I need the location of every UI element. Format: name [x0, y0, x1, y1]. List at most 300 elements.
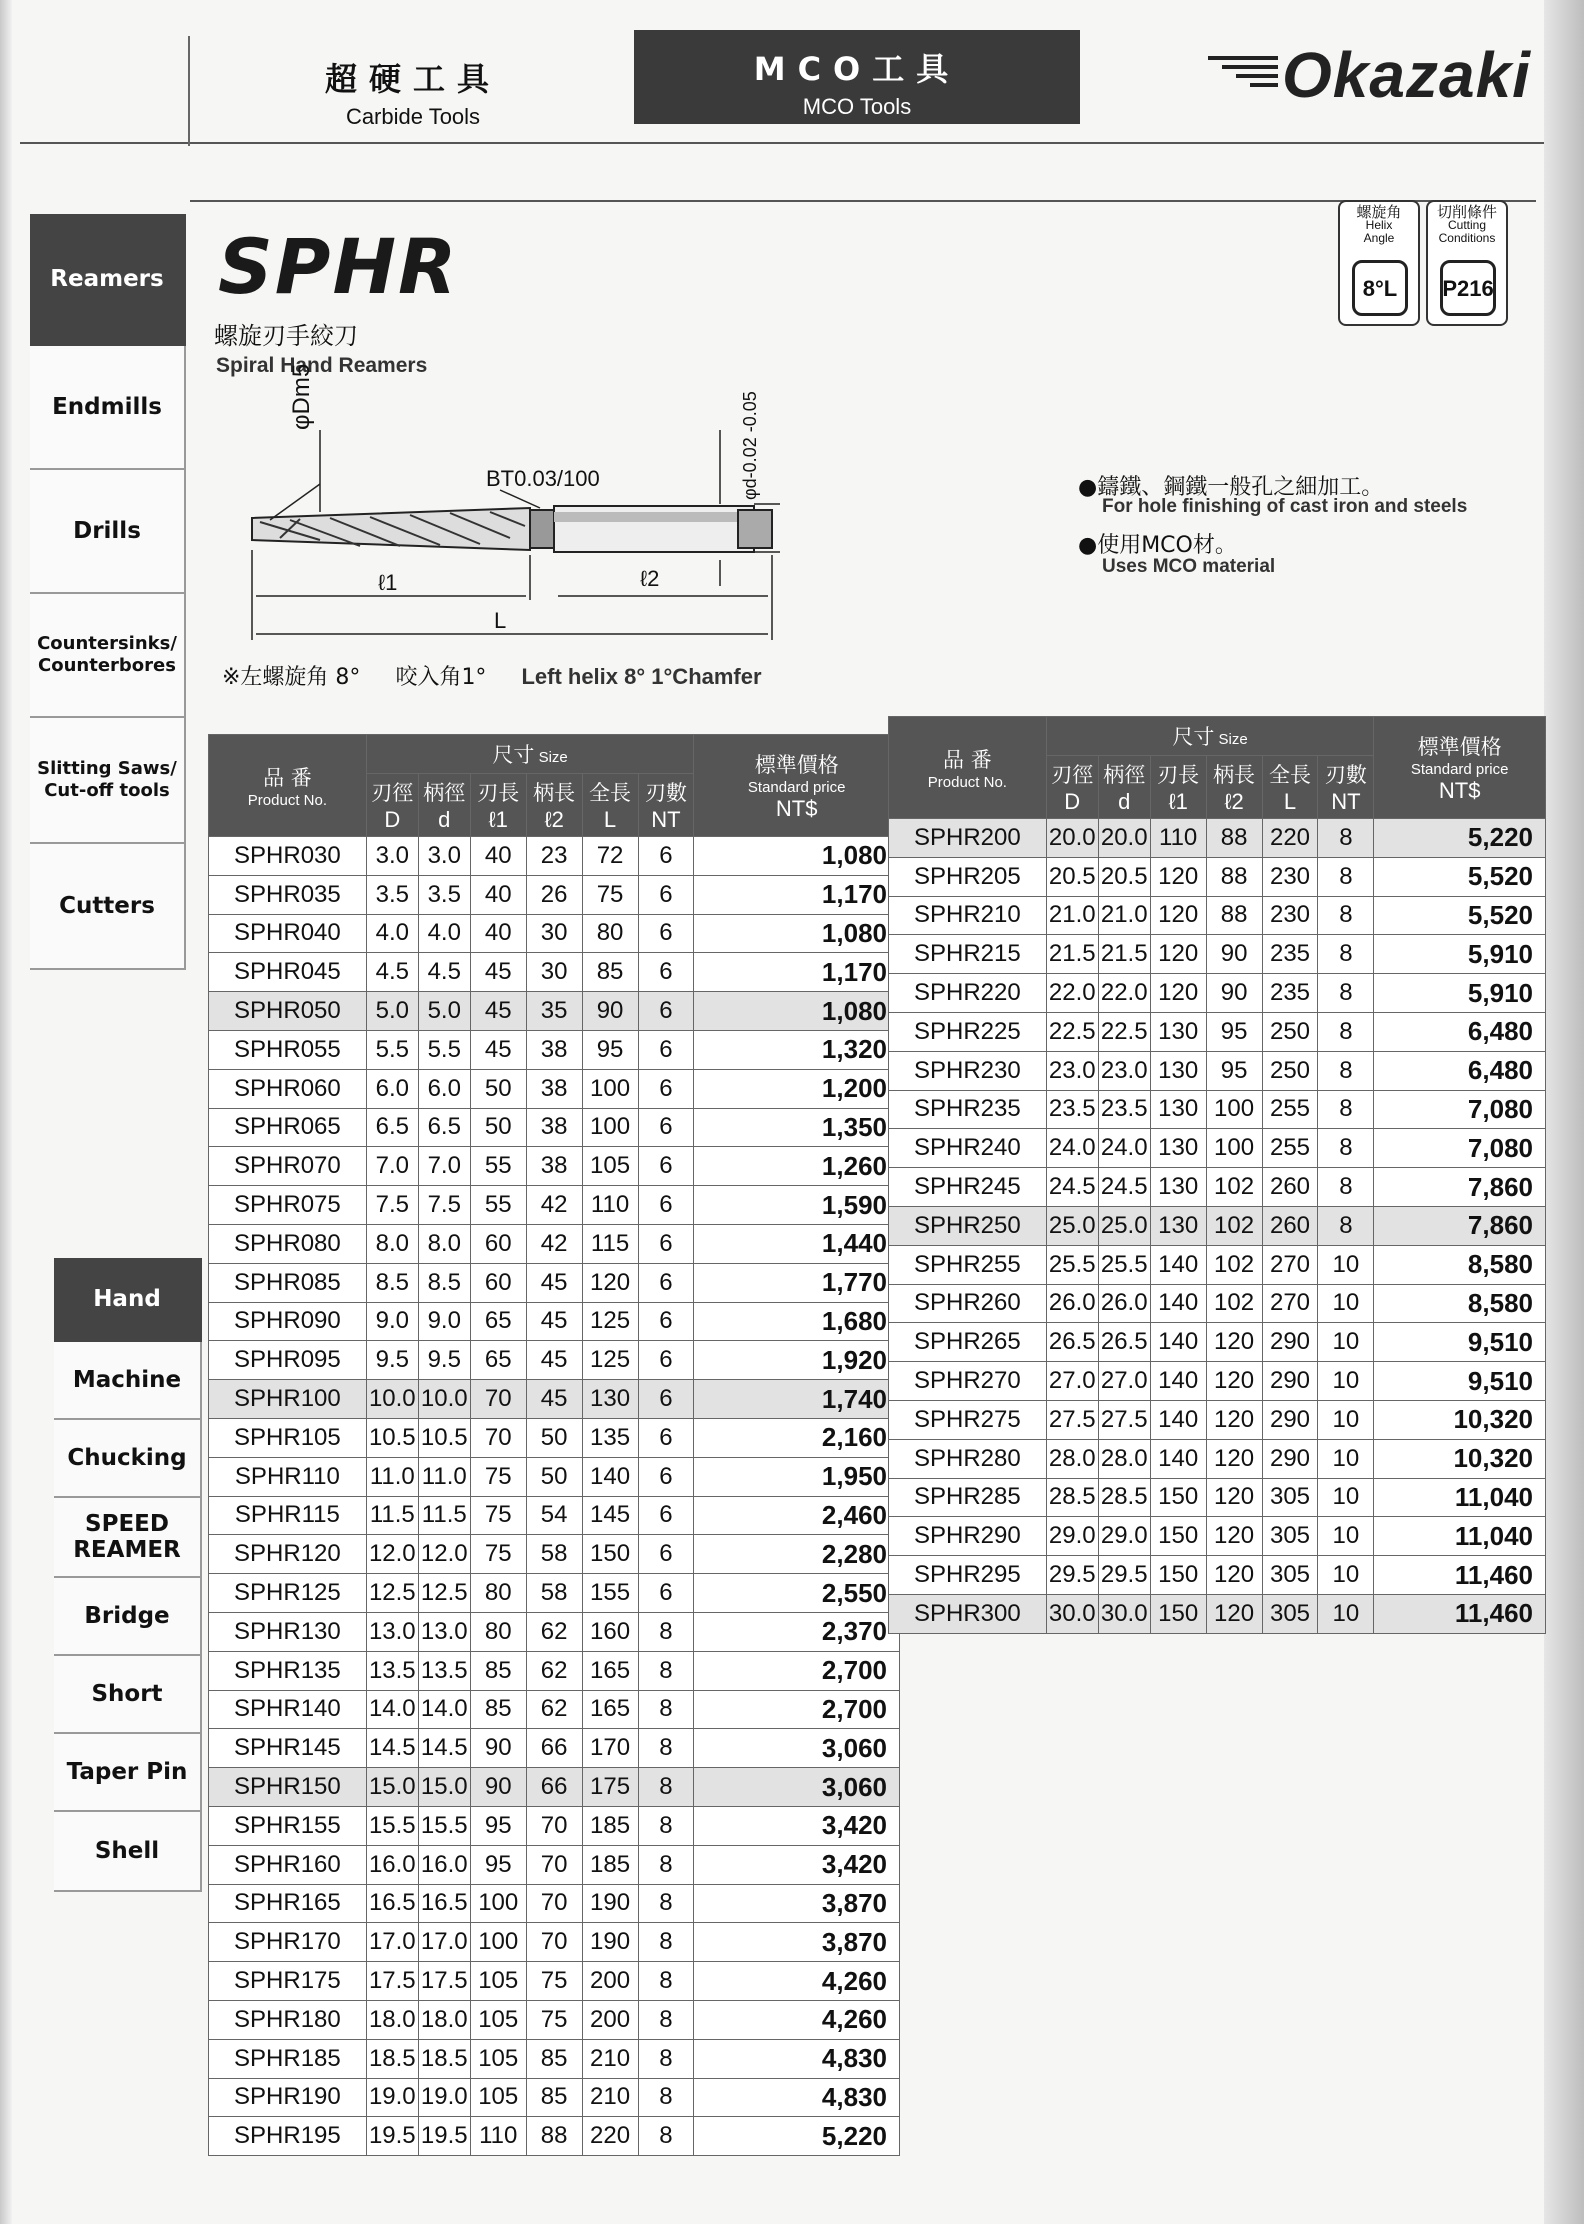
sidebar-label: Reamers [50, 266, 164, 292]
cell-D: 19.0 [366, 2078, 418, 2117]
subnav-item-hand[interactable] [54, 1258, 202, 1342]
cell-D: 3.5 [366, 875, 418, 914]
cell-NT: 6 [638, 992, 694, 1031]
cell-D: 12.0 [366, 1535, 418, 1574]
table-row [889, 1556, 1546, 1595]
cell-NT: 8 [638, 1612, 694, 1651]
cell-l2: 38 [526, 1108, 582, 1147]
cell-d: 5.0 [418, 992, 470, 1031]
header-col-sym: d [1118, 789, 1131, 814]
cell-D: 19.5 [366, 2117, 418, 2156]
header-col-cn: 刃數 [1324, 763, 1367, 787]
cell-L: 230 [1262, 857, 1318, 896]
cell-l2: 120 [1206, 1362, 1262, 1401]
subnav-label: Taper Pin [66, 1759, 188, 1785]
table-row [209, 1380, 900, 1419]
cell-l2: 62 [526, 1612, 582, 1651]
cell-L: 80 [582, 914, 638, 953]
sidebar-item-countersinks[interactable] [30, 594, 186, 718]
cell-d: 4.5 [418, 953, 470, 992]
cell-l1: 85 [470, 1651, 526, 1690]
cell-l1: 100 [470, 1884, 526, 1923]
header-col-sym: d [438, 807, 451, 832]
subnav-item-machine[interactable] [54, 1342, 202, 1420]
cell-NT: 8 [1318, 1090, 1374, 1129]
cell-L: 175 [582, 1768, 638, 1807]
table-row [889, 1323, 1546, 1362]
cell-D: 16.0 [366, 1845, 418, 1884]
cell-D: 13.5 [366, 1651, 418, 1690]
cell-l1: 110 [1150, 819, 1206, 858]
table-row [209, 1108, 900, 1147]
cell-product-no: SPHR105 [209, 1418, 367, 1457]
cell-d: 8.0 [418, 1224, 470, 1263]
table-row [209, 1884, 900, 1923]
cell-D: 11.5 [366, 1496, 418, 1535]
cell-l2: 26 [526, 875, 582, 914]
cell-l1: 140 [1150, 1400, 1206, 1439]
cell-product-no: SPHR135 [209, 1651, 367, 1690]
cell-d: 19.5 [418, 2117, 470, 2156]
cell-product-no: SPHR115 [209, 1496, 367, 1535]
cell-l2: 66 [526, 1729, 582, 1768]
header-col-cn: 柄長 [1213, 763, 1256, 787]
cell-l1: 140 [1150, 1362, 1206, 1401]
cell-d: 16.0 [418, 1845, 470, 1884]
cell-price: 4,830 [694, 2039, 900, 2078]
cell-price: 1,080 [694, 992, 900, 1031]
cell-product-no: SPHR280 [889, 1439, 1047, 1478]
cell-l1: 55 [470, 1186, 526, 1225]
cell-L: 220 [582, 2117, 638, 2156]
cell-l1: 90 [470, 1768, 526, 1807]
cell-L: 290 [1262, 1362, 1318, 1401]
cell-product-no: SPHR155 [209, 1806, 367, 1845]
table-row [889, 1594, 1546, 1633]
cell-L: 125 [582, 1341, 638, 1380]
cell-d: 18.0 [418, 2000, 470, 2039]
cell-NT: 6 [638, 1341, 694, 1380]
cell-price: 1,080 [694, 914, 900, 953]
cell-l2: 45 [526, 1302, 582, 1341]
cell-d: 30.0 [1098, 1594, 1150, 1633]
cell-L: 185 [582, 1845, 638, 1884]
cell-price: 10,320 [1374, 1400, 1546, 1439]
cell-NT: 8 [1318, 935, 1374, 974]
cell-L: 260 [1262, 1206, 1318, 1245]
header-col-cn: 刃數 [644, 781, 687, 805]
header-col-2 [470, 774, 526, 837]
cell-D: 21.0 [1046, 896, 1098, 935]
table-row [889, 1051, 1546, 1090]
cell-d: 9.5 [418, 1341, 470, 1380]
feature-note-2-en: Uses MCO material [1102, 556, 1276, 577]
cell-price: 7,080 [1374, 1129, 1546, 1168]
cell-price: 11,040 [1374, 1478, 1546, 1517]
cell-NT: 8 [638, 2039, 694, 2078]
cell-l1: 95 [470, 1806, 526, 1845]
cutting-page-icon: P216 [1440, 260, 1496, 316]
cell-D: 14.0 [366, 1690, 418, 1729]
spec-table-right-header [889, 717, 1546, 819]
header-col-sym: NT [1331, 789, 1361, 814]
cell-NT: 10 [1318, 1245, 1374, 1284]
cell-l2: 85 [526, 2039, 582, 2078]
cell-l1: 130 [1150, 1051, 1206, 1090]
spec-table-right-body [889, 819, 1546, 1634]
cell-d: 11.5 [418, 1496, 470, 1535]
cell-NT: 8 [638, 2117, 694, 2156]
cell-NT: 8 [1318, 1206, 1374, 1245]
cell-NT: 10 [1318, 1478, 1374, 1517]
sidebar-item-reamers[interactable] [30, 214, 186, 346]
cell-NT: 10 [1318, 1400, 1374, 1439]
cell-l1: 130 [1150, 1129, 1206, 1168]
cell-product-no: SPHR190 [209, 2078, 367, 2117]
cell-d: 5.5 [418, 1030, 470, 1069]
feature-note-2-cn: ●使用MCO材。 [1078, 533, 1237, 558]
feature-note-1-en: For hole finishing of cast iron and steels [1102, 496, 1468, 517]
table-row [209, 2117, 900, 2156]
cell-l2: 70 [526, 1923, 582, 1962]
cell-l1: 150 [1150, 1556, 1206, 1595]
cell-l1: 150 [1150, 1594, 1206, 1633]
cell-L: 105 [582, 1147, 638, 1186]
cell-L: 170 [582, 1729, 638, 1768]
cell-l1: 120 [1150, 974, 1206, 1013]
cell-D: 17.5 [366, 1962, 418, 2001]
helix-badge-en2: Angle [1363, 231, 1395, 245]
cell-NT: 10 [1318, 1439, 1374, 1478]
cell-D: 23.5 [1046, 1090, 1098, 1129]
tab-carbide-tools[interactable] [188, 36, 636, 146]
subnav-item-chucking[interactable] [54, 1420, 202, 1498]
helix-chamfer-note [222, 660, 790, 691]
cell-NT: 6 [638, 1147, 694, 1186]
cell-l2: 38 [526, 1069, 582, 1108]
cell-D: 8.5 [366, 1263, 418, 1302]
sidebar-item-slitting-saws[interactable] [30, 718, 186, 844]
cell-NT: 10 [1318, 1517, 1374, 1556]
cell-d: 19.0 [418, 2078, 470, 2117]
table-row [209, 875, 900, 914]
header-col-sym: L [603, 807, 617, 832]
header-col-cn: 全長 [589, 781, 632, 805]
header-col-sym: L [1283, 789, 1297, 814]
cell-price: 7,860 [1374, 1168, 1546, 1207]
cell-L: 235 [1262, 935, 1318, 974]
cell-product-no: SPHR065 [209, 1108, 367, 1147]
cell-product-no: SPHR295 [889, 1556, 1047, 1595]
cell-D: 26.0 [1046, 1284, 1098, 1323]
cell-d: 29.0 [1098, 1517, 1150, 1556]
cell-d: 27.0 [1098, 1362, 1150, 1401]
cell-d: 13.0 [418, 1612, 470, 1651]
header-col-sym: ℓ2 [1224, 789, 1244, 814]
cell-l1: 45 [470, 992, 526, 1031]
cell-price: 5,220 [694, 2117, 900, 2156]
cell-l1: 140 [1150, 1284, 1206, 1323]
cell-product-no: SPHR085 [209, 1263, 367, 1302]
subnav-label: Machine [72, 1367, 182, 1393]
table-row [209, 1069, 900, 1108]
cell-product-no: SPHR255 [889, 1245, 1047, 1284]
cell-L: 115 [582, 1224, 638, 1263]
cell-NT: 8 [1318, 974, 1374, 1013]
cell-NT: 6 [638, 953, 694, 992]
cell-NT: 6 [638, 837, 694, 876]
table-row [209, 1496, 900, 1535]
cell-L: 130 [582, 1380, 638, 1419]
cell-d: 15.5 [418, 1806, 470, 1845]
cell-l2: 100 [1206, 1090, 1262, 1129]
header-col-sym: ℓ1 [1168, 789, 1188, 814]
cell-NT: 8 [638, 2078, 694, 2117]
cell-product-no: SPHR165 [209, 1884, 367, 1923]
cell-d: 15.0 [418, 1768, 470, 1807]
cell-L: 220 [1262, 819, 1318, 858]
cell-D: 22.0 [1046, 974, 1098, 1013]
cell-D: 16.5 [366, 1884, 418, 1923]
cell-L: 135 [582, 1418, 638, 1457]
cell-L: 120 [582, 1263, 638, 1302]
header-col-sym: ℓ1 [488, 807, 508, 832]
cell-product-no: SPHR195 [209, 2117, 367, 2156]
cell-product-no: SPHR120 [209, 1535, 367, 1574]
cell-d: 13.5 [418, 1651, 470, 1690]
cell-price: 4,260 [694, 2000, 900, 2039]
cell-D: 10.5 [366, 1418, 418, 1457]
header-col-3 [526, 774, 582, 837]
cell-D: 18.0 [366, 2000, 418, 2039]
cell-product-no: SPHR205 [889, 857, 1047, 896]
cell-D: 5.5 [366, 1030, 418, 1069]
cell-l2: 90 [1206, 974, 1262, 1013]
cell-price: 8,580 [1374, 1245, 1546, 1284]
cell-L: 305 [1262, 1478, 1318, 1517]
cell-NT: 8 [638, 1845, 694, 1884]
cell-D: 21.5 [1046, 935, 1098, 974]
header-product-cn: 品 番 [263, 766, 312, 790]
table-row [889, 1245, 1546, 1284]
cell-D: 30.0 [1046, 1594, 1098, 1633]
cell-l1: 70 [470, 1380, 526, 1419]
cell-price: 6,480 [1374, 1012, 1546, 1051]
header-col-cn: 刃長 [1157, 763, 1200, 787]
cell-l2: 54 [526, 1496, 582, 1535]
cell-L: 100 [582, 1108, 638, 1147]
cell-price: 3,870 [694, 1884, 900, 1923]
header-col-0 [1046, 756, 1098, 819]
header-product-en: Product No. [927, 774, 1007, 791]
cell-product-no: SPHR060 [209, 1069, 367, 1108]
cell-NT: 8 [1318, 896, 1374, 935]
table-row [209, 1341, 900, 1380]
cell-L: 290 [1262, 1400, 1318, 1439]
header-col-5 [1318, 756, 1374, 819]
cell-l2: 66 [526, 1768, 582, 1807]
cell-l1: 40 [470, 914, 526, 953]
tab-mco-en: MCO Tools [802, 94, 912, 119]
cell-L: 125 [582, 1302, 638, 1341]
cell-l1: 105 [470, 1962, 526, 2001]
sidebar-item-endmills[interactable] [30, 346, 186, 470]
cell-D: 25.5 [1046, 1245, 1098, 1284]
cell-D: 24.0 [1046, 1129, 1098, 1168]
cell-l2: 30 [526, 914, 582, 953]
cutting-conditions-badge[interactable] [1426, 200, 1508, 326]
cell-NT: 6 [638, 875, 694, 914]
cell-product-no: SPHR260 [889, 1284, 1047, 1323]
cell-L: 110 [582, 1186, 638, 1225]
cell-L: 270 [1262, 1245, 1318, 1284]
cell-d: 4.0 [418, 914, 470, 953]
cell-l2: 100 [1206, 1129, 1262, 1168]
table-row [889, 1284, 1546, 1323]
cell-d: 12.5 [418, 1574, 470, 1613]
cell-D: 29.0 [1046, 1517, 1098, 1556]
table-row [209, 914, 900, 953]
spec-table-left [208, 734, 900, 2156]
cell-l2: 62 [526, 1690, 582, 1729]
cell-NT: 10 [1318, 1323, 1374, 1362]
cell-NT: 6 [638, 1069, 694, 1108]
tab-carbide-en: Carbide Tools [345, 104, 481, 129]
cell-D: 4.0 [366, 914, 418, 953]
cell-l1: 65 [470, 1341, 526, 1380]
table-row [209, 2078, 900, 2117]
cell-d: 25.5 [1098, 1245, 1150, 1284]
cell-d: 3.5 [418, 875, 470, 914]
cell-d: 28.5 [1098, 1478, 1150, 1517]
subnav-item-bridge[interactable] [54, 1578, 202, 1656]
table-row [209, 1729, 900, 1768]
cell-l2: 85 [526, 2078, 582, 2117]
tab-mco-tools[interactable] [634, 30, 1080, 124]
sidebar-item-cutters[interactable] [30, 844, 186, 970]
cell-d: 20.5 [1098, 857, 1150, 896]
cell-NT: 8 [638, 1884, 694, 1923]
header-col-3 [1206, 756, 1262, 819]
cell-d: 22.5 [1098, 1012, 1150, 1051]
cell-l2: 38 [526, 1147, 582, 1186]
helix-note-en: Left helix 8° 1°Chamfer [521, 664, 762, 689]
cell-l2: 70 [526, 1845, 582, 1884]
cell-NT: 8 [638, 1729, 694, 1768]
header-price [1374, 717, 1546, 819]
cell-D: 18.5 [366, 2039, 418, 2078]
cell-product-no: SPHR240 [889, 1129, 1047, 1168]
cell-L: 75 [582, 875, 638, 914]
cell-l1: 105 [470, 2039, 526, 2078]
header-price-cn: 標準價格 [1417, 735, 1502, 759]
cell-price: 3,420 [694, 1845, 900, 1884]
tab-mco-cn: MCO工具 [753, 50, 961, 88]
spec-badges [1338, 200, 1512, 332]
cell-price: 1,440 [694, 1224, 900, 1263]
sidebar-item-drills[interactable] [30, 470, 186, 594]
cell-NT: 6 [638, 1457, 694, 1496]
cell-price: 1,950 [694, 1457, 900, 1496]
cell-NT: 8 [638, 1962, 694, 2001]
cell-l2: 120 [1206, 1478, 1262, 1517]
cell-D: 15.0 [366, 1768, 418, 1807]
cell-product-no: SPHR250 [889, 1206, 1047, 1245]
cell-l2: 88 [526, 2117, 582, 2156]
table-row [889, 1362, 1546, 1401]
cell-l2: 120 [1206, 1400, 1262, 1439]
cell-l1: 45 [470, 1030, 526, 1069]
header-col-sym: ℓ2 [544, 807, 564, 832]
cell-NT: 6 [638, 1574, 694, 1613]
cell-D: 26.5 [1046, 1323, 1098, 1362]
table-row [889, 935, 1546, 974]
cell-l2: 50 [526, 1457, 582, 1496]
cell-l2: 58 [526, 1535, 582, 1574]
cell-L: 160 [582, 1612, 638, 1651]
table-row [889, 1168, 1546, 1207]
cell-product-no: SPHR230 [889, 1051, 1047, 1090]
cell-d: 17.5 [418, 1962, 470, 2001]
table-row [889, 1129, 1546, 1168]
cell-l2: 58 [526, 1574, 582, 1613]
cell-D: 7.5 [366, 1186, 418, 1225]
cell-d: 21.5 [1098, 935, 1150, 974]
cell-d: 16.5 [418, 1884, 470, 1923]
subnav-item-taper-pin[interactable] [54, 1734, 202, 1812]
cell-d: 23.5 [1098, 1090, 1150, 1129]
cell-L: 72 [582, 837, 638, 876]
table-row [889, 819, 1546, 858]
cell-price: 2,370 [694, 1612, 900, 1651]
cell-l2: 45 [526, 1263, 582, 1302]
cell-product-no: SPHR285 [889, 1478, 1047, 1517]
table-row [889, 896, 1546, 935]
table-row [889, 1090, 1546, 1129]
cell-l1: 90 [470, 1729, 526, 1768]
cell-L: 270 [1262, 1284, 1318, 1323]
header-col-5 [638, 774, 694, 837]
cell-price: 5,520 [1374, 896, 1546, 935]
cell-NT: 6 [638, 1224, 694, 1263]
subnav-item-short[interactable] [54, 1656, 202, 1734]
cell-price: 9,510 [1374, 1362, 1546, 1401]
table-row [209, 1147, 900, 1186]
table-row [209, 1535, 900, 1574]
cell-l1: 95 [470, 1845, 526, 1884]
subnav-item-shell[interactable] [54, 1812, 202, 1892]
cell-L: 185 [582, 1806, 638, 1845]
cell-L: 290 [1262, 1323, 1318, 1362]
table-row [889, 1517, 1546, 1556]
cell-product-no: SPHR210 [889, 896, 1047, 935]
cell-NT: 8 [1318, 1012, 1374, 1051]
cell-l2: 102 [1206, 1206, 1262, 1245]
header-col-cn: 全長 [1268, 763, 1311, 787]
brand-logo: Okazaki [1282, 39, 1531, 111]
cell-price: 5,910 [1374, 935, 1546, 974]
table-row [209, 837, 900, 876]
cell-product-no: SPHR245 [889, 1168, 1047, 1207]
subnav-item-speed-reamer[interactable] [54, 1498, 202, 1578]
table-row [209, 1418, 900, 1457]
cell-price: 1,920 [694, 1341, 900, 1380]
header-col-cn: 刃長 [477, 781, 520, 805]
cell-l1: 130 [1150, 1012, 1206, 1051]
cell-d: 12.0 [418, 1535, 470, 1574]
cell-D: 6.0 [366, 1069, 418, 1108]
cell-d: 6.0 [418, 1069, 470, 1108]
